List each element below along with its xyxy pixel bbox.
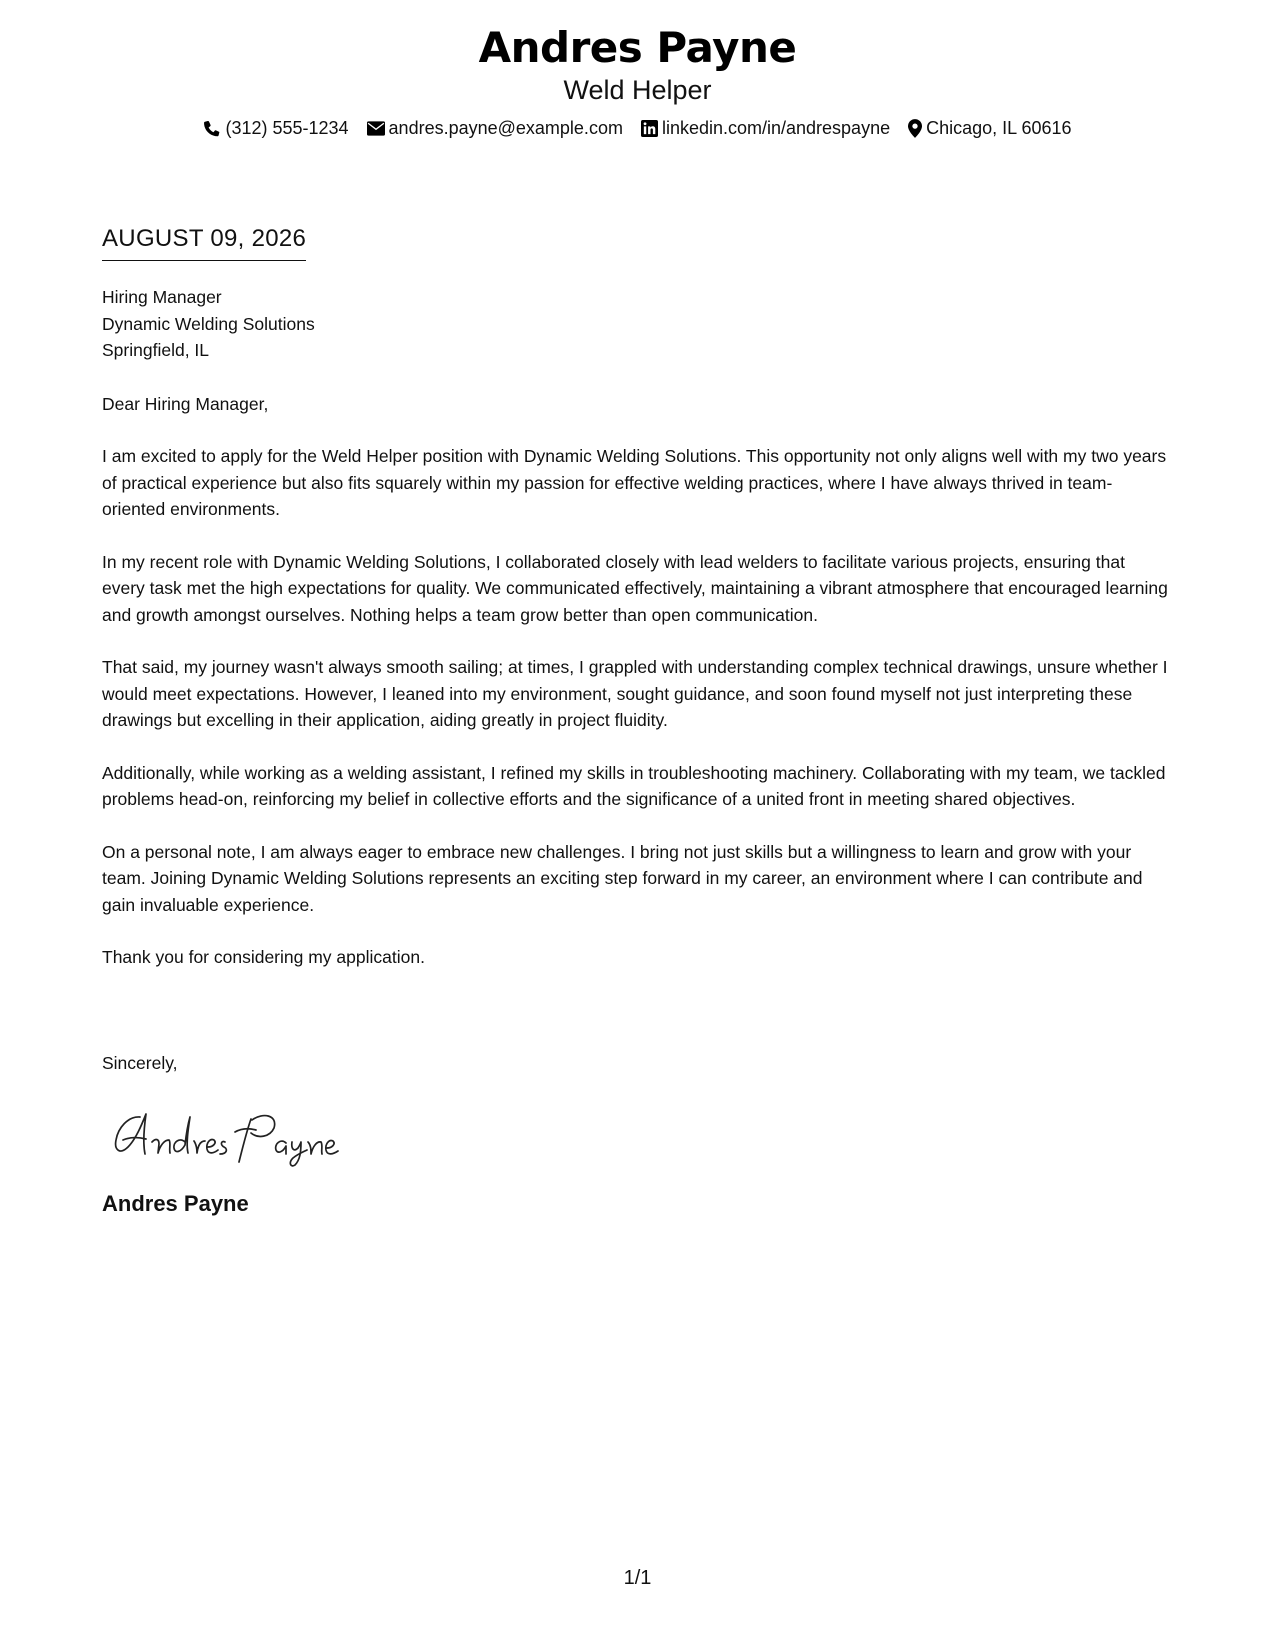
recipient-block	[102, 284, 1172, 364]
page-number: 1/1	[623, 1567, 652, 1589]
recipient-title: Hiring Manager	[102, 287, 222, 307]
contact-location	[908, 116, 1071, 140]
envelope-icon	[367, 121, 385, 136]
letter-header	[0, 22, 1275, 140]
contact-phone	[203, 116, 348, 140]
body-paragraph-5: On a personal note, I am always eager to embrace new challenges. I bring not just skills but a willingness to learn and grow with your team. Joining Dynamic Welding Solutions represents an exciting step forward in my career, an environment where I can contribute and gain invaluable experience.	[102, 841, 1143, 915]
contact-info-row	[0, 116, 1275, 140]
applicant-name: Andres Payne	[478, 23, 797, 72]
applicant-job-title: Weld Helper	[563, 75, 712, 105]
handwritten-signature	[110, 1102, 350, 1173]
thank-you-line: Thank you for considering my application.	[102, 947, 425, 967]
closing-sincerely: Sincerely,	[102, 1053, 178, 1073]
letter-date: AUGUST 09, 2026	[102, 224, 306, 261]
body-paragraph-3: That said, my journey wasn't always smooth sailing; at times, I grappled with understanding complex technical drawings, unsure whether I would meet expectations. However, I leaned into my environment, sought guidance, and soon found myself not just interpreting these drawings but excelling in their application, aiding greatly in project fluidity.	[102, 657, 1168, 730]
body-paragraph-4: Additionally, while working as a welding assistant, I refined my skills in troubleshooting machinery. Collaborating with my team, we tackled problems head-on, reinforcing my belief in collective efforts and the significance of a united front in meeting shared objectives.	[102, 762, 1166, 809]
recipient-company: Dynamic Welding Solutions	[102, 313, 315, 334]
recipient-location: Springfield, IL	[102, 340, 210, 360]
linkedin-url[interactable]: linkedin.com/in/andrespayne	[661, 118, 891, 138]
phone-number: (312) 555-1234	[225, 118, 349, 138]
phone-icon	[203, 119, 221, 137]
contact-email[interactable]	[367, 116, 623, 140]
location-text: Chicago, IL 60616	[926, 118, 1072, 138]
salutation: Dear Hiring Manager,	[102, 393, 269, 414]
contact-linkedin[interactable]	[641, 116, 890, 140]
letter-date-block	[102, 224, 306, 261]
body-paragraph-1: I am excited to apply for the Weld Helper position with Dynamic Welding Solutions. This opportunity not only aligns well with my two years of practical experience but also fits squarely within my passion for effective welding practices, where I have always thrived in team-oriented environments.	[102, 446, 1167, 519]
linkedin-icon	[641, 120, 658, 137]
email-address[interactable]: andres.payne@example.com	[388, 118, 623, 138]
letter-body	[102, 284, 1172, 971]
map-pin-icon	[908, 119, 922, 138]
signer-name: Andres Payne	[102, 1191, 249, 1216]
body-paragraph-2: In my recent role with Dynamic Welding Solutions, I collaborated closely with lead welders to facilitate various projects, ensuring that every task met the high expectations for quality. We communicated effectively, maintaining a vibrant atmosphere that encouraged learning and growth amongst ourselves. Nothing helps a team grow better than open communication.	[102, 551, 1168, 625]
